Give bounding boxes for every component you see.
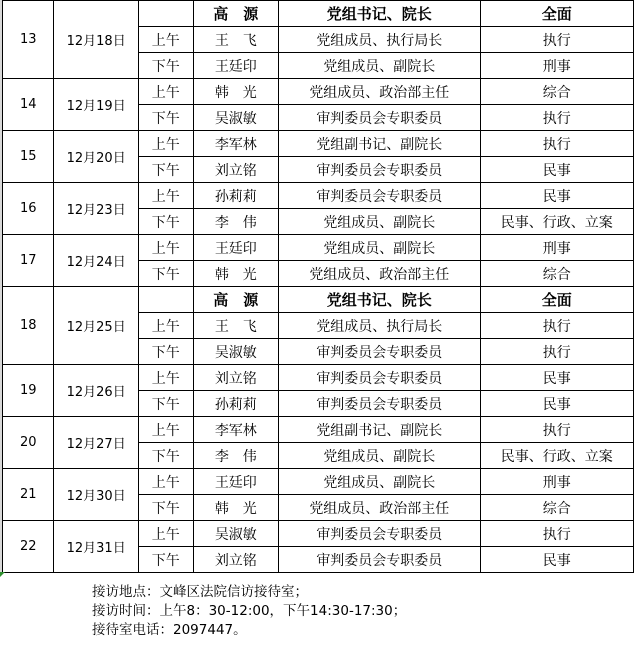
day-date: 12月30日: [54, 469, 138, 521]
judge-title: 党组成员、副院长: [279, 469, 481, 495]
judge-title: 审判委员会专职委员: [279, 339, 481, 365]
header-judge-title: 党组书记、院长: [279, 1, 481, 27]
period-cell: 上午: [138, 313, 193, 339]
table-row: [3, 417, 634, 443]
judge-title: 审判委员会专职委员: [279, 183, 481, 209]
judge-name: 吴淑敏: [193, 521, 278, 547]
reception-area: 综合: [480, 495, 633, 521]
judge-name: 吴淑敏: [193, 339, 278, 365]
blank-period-cell: [138, 1, 193, 27]
table-row: [3, 235, 634, 261]
reception-area: 民事: [480, 365, 633, 391]
judge-name: 李 伟: [193, 209, 278, 235]
period-cell: 下午: [138, 209, 193, 235]
header-judge-name: 高 源: [193, 1, 278, 27]
reception-area: 执行: [480, 131, 633, 157]
reception-phone: 接待室电话：2097447。: [92, 622, 247, 638]
table-row: [3, 521, 634, 547]
header-area: 全面: [480, 287, 633, 313]
judge-name: 李军林: [193, 417, 278, 443]
day-number: 16: [3, 183, 54, 235]
reception-location: 接访地点：文峰区法院信访接待室；: [92, 584, 308, 600]
period-cell: 下午: [138, 443, 193, 469]
day-date: 12月31日: [54, 521, 138, 573]
judge-title: 党组成员、政治部主任: [279, 495, 481, 521]
header-area: 全面: [480, 1, 633, 27]
reception-area: 执行: [480, 27, 633, 53]
judge-name: 韩 光: [193, 79, 278, 105]
header-judge-title: 党组书记、院长: [279, 287, 481, 313]
period-cell: 下午: [138, 157, 193, 183]
reception-schedule-table: [2, 0, 634, 573]
period-cell: 上午: [138, 469, 193, 495]
period-cell: 下午: [138, 53, 193, 79]
judge-name: 韩 光: [193, 261, 278, 287]
reception-time: 接访时间：上午8：30-12:00，下午14:30-17:30；: [92, 603, 407, 619]
day-date: 12月20日: [54, 131, 138, 183]
period-cell: 上午: [138, 521, 193, 547]
day-date: 12月25日: [54, 287, 138, 365]
reception-area: 执行: [480, 521, 633, 547]
judge-name: 李 伟: [193, 443, 278, 469]
judge-name: 王廷印: [193, 235, 278, 261]
period-cell: 上午: [138, 27, 193, 53]
period-cell: 上午: [138, 131, 193, 157]
day-number: 15: [3, 131, 54, 183]
judge-name: 王 飞: [193, 313, 278, 339]
judge-name: 刘立铭: [193, 547, 278, 573]
header-row: [3, 287, 634, 313]
header-judge-name: 高 源: [193, 287, 278, 313]
period-cell: 上午: [138, 365, 193, 391]
blank-period-cell: [138, 287, 193, 313]
judge-title: 党组成员、执行局长: [279, 27, 481, 53]
reception-area: 民事、行政、立案: [480, 209, 633, 235]
table-row: [3, 131, 634, 157]
judge-title: 党组成员、政治部主任: [279, 261, 481, 287]
judge-title: 审判委员会专职委员: [279, 365, 481, 391]
judge-title: 党组成员、副院长: [279, 209, 481, 235]
header-row: [3, 1, 634, 27]
reception-area: 综合: [480, 261, 633, 287]
judge-name: 韩 光: [193, 495, 278, 521]
day-number: 19: [3, 365, 54, 417]
judge-name: 王廷印: [193, 469, 278, 495]
day-number: 13: [3, 1, 54, 79]
reception-area: 综合: [480, 79, 633, 105]
table-row: [3, 365, 634, 391]
period-cell: 下午: [138, 339, 193, 365]
judge-title: 党组副书记、副院长: [279, 417, 481, 443]
day-date: 12月19日: [54, 79, 138, 131]
judge-name: 孙莉莉: [193, 183, 278, 209]
judge-title: 党组副书记、副院长: [279, 131, 481, 157]
judge-title: 党组成员、执行局长: [279, 313, 481, 339]
day-number: 14: [3, 79, 54, 131]
judge-name: 刘立铭: [193, 157, 278, 183]
day-number: 21: [3, 469, 54, 521]
period-cell: 下午: [138, 105, 193, 131]
reception-area: 民事: [480, 183, 633, 209]
period-cell: 上午: [138, 183, 193, 209]
reception-area: 执行: [480, 339, 633, 365]
reception-area: 刑事: [480, 235, 633, 261]
day-date: 12月23日: [54, 183, 138, 235]
judge-title: 党组成员、副院长: [279, 53, 481, 79]
reception-area: 执行: [480, 105, 633, 131]
day-number: 18: [3, 287, 54, 365]
reception-area: 民事: [480, 391, 633, 417]
reception-area: 民事: [480, 157, 633, 183]
reception-area: 民事: [480, 547, 633, 573]
period-cell: 下午: [138, 261, 193, 287]
judge-name: 王廷印: [193, 53, 278, 79]
day-date: 12月24日: [54, 235, 138, 287]
day-date: 12月27日: [54, 417, 138, 469]
judge-title: 审判委员会专职委员: [279, 521, 481, 547]
reception-area: 执行: [480, 313, 633, 339]
judge-name: 孙莉莉: [193, 391, 278, 417]
period-cell: 上午: [138, 235, 193, 261]
footer-info: [92, 583, 406, 640]
table-row: [3, 183, 634, 209]
period-cell: 下午: [138, 495, 193, 521]
period-cell: 下午: [138, 547, 193, 573]
judge-title: 审判委员会专职委员: [279, 547, 481, 573]
period-cell: 上午: [138, 79, 193, 105]
judge-title: 审判委员会专职委员: [279, 391, 481, 417]
table-row: [3, 79, 634, 105]
judge-name: 刘立铭: [193, 365, 278, 391]
judge-title: 审判委员会专职委员: [279, 157, 481, 183]
reception-area: 执行: [480, 417, 633, 443]
day-number: 22: [3, 521, 54, 573]
day-number: 17: [3, 235, 54, 287]
judge-title: 党组成员、政治部主任: [279, 79, 481, 105]
table-row: [3, 469, 634, 495]
day-number: 20: [3, 417, 54, 469]
reception-area: 民事、行政、立案: [480, 443, 633, 469]
judge-name: 吴淑敏: [193, 105, 278, 131]
judge-name: 王 飞: [193, 27, 278, 53]
judge-title: 党组成员、副院长: [279, 235, 481, 261]
day-date: 12月18日: [54, 1, 138, 79]
judge-title: 审判委员会专职委员: [279, 105, 481, 131]
cell-corner-marker: [0, 572, 5, 577]
judge-name: 李军林: [193, 131, 278, 157]
reception-area: 刑事: [480, 53, 633, 79]
period-cell: 上午: [138, 417, 193, 443]
day-date: 12月26日: [54, 365, 138, 417]
period-cell: 下午: [138, 391, 193, 417]
reception-area: 刑事: [480, 469, 633, 495]
judge-title: 党组成员、副院长: [279, 443, 481, 469]
